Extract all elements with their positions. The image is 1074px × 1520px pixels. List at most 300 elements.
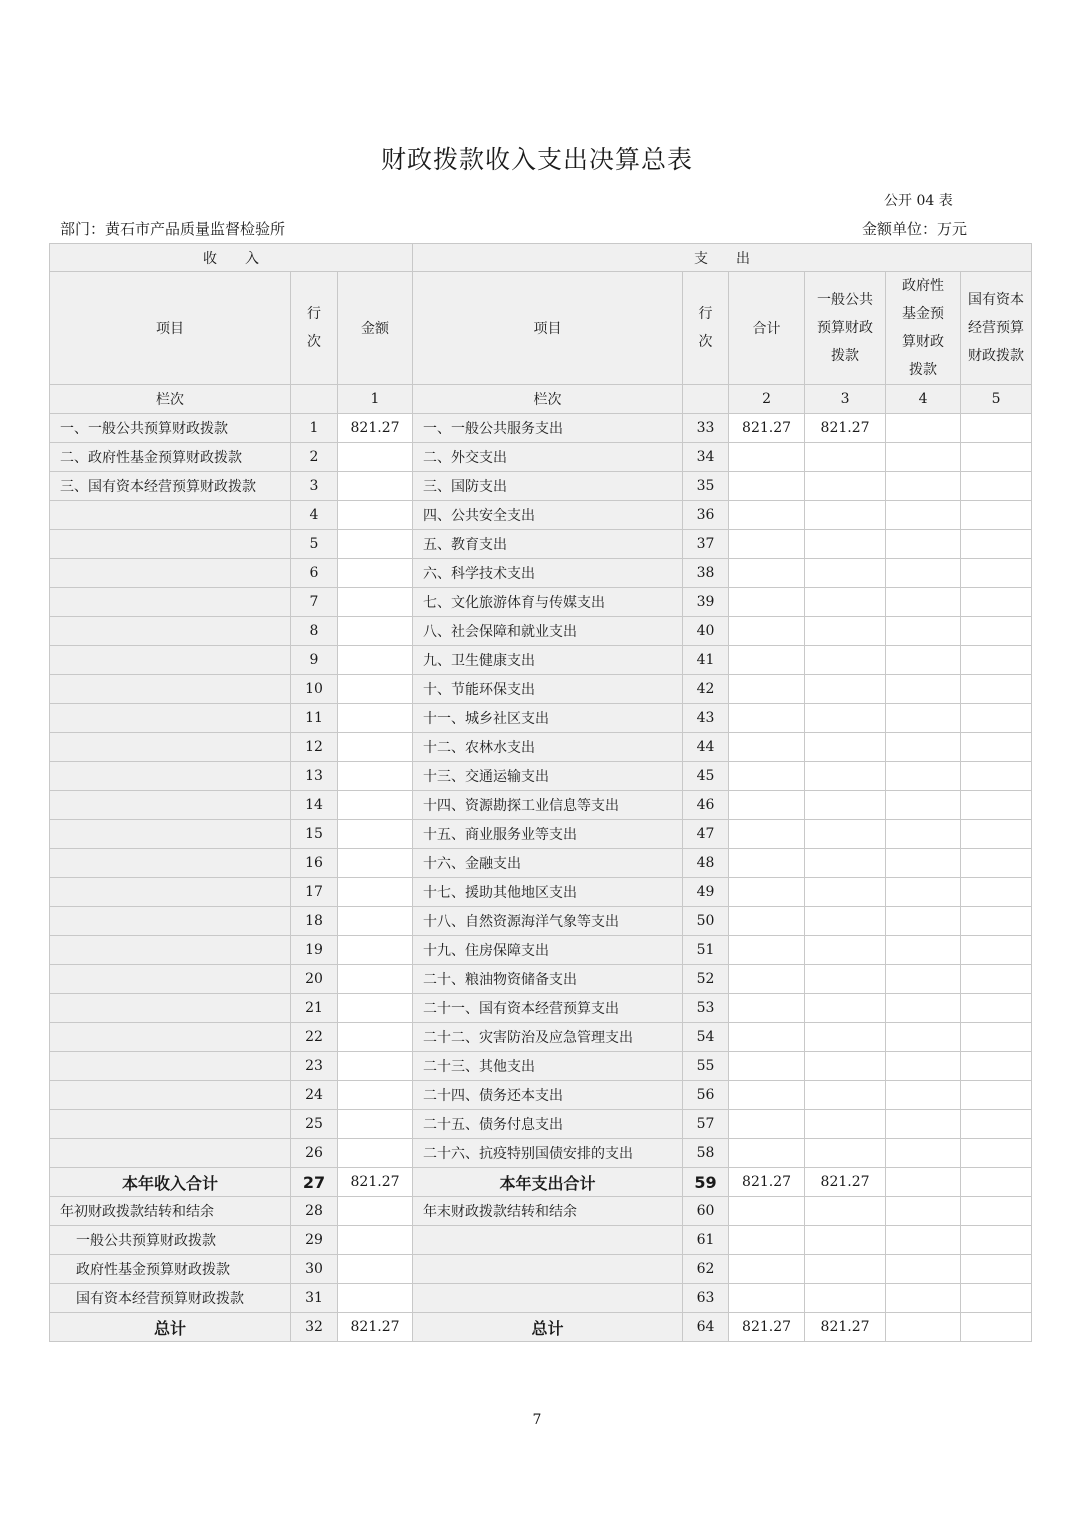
income-item (50, 820, 291, 849)
income-amount (338, 907, 413, 936)
total-header: 合计 (729, 272, 805, 385)
expense-total (729, 907, 805, 936)
expense-total (729, 443, 805, 472)
income-line-no: 30 (291, 1255, 338, 1284)
state-capital-value (961, 1139, 1032, 1168)
empty-cell (729, 1284, 805, 1313)
empty-cell (291, 385, 338, 414)
empty-cell (729, 1226, 805, 1255)
gov-fund-value (886, 675, 961, 704)
expense-item: 十九、住房保障支出 (413, 936, 683, 965)
general-budget-value (805, 936, 886, 965)
expense-total (729, 762, 805, 791)
general-budget-value (805, 472, 886, 501)
expense-total (729, 501, 805, 530)
column-no-label: 栏次 (413, 385, 683, 414)
table-row (50, 443, 1032, 472)
empty-cell (886, 1255, 961, 1284)
expense-total (729, 878, 805, 907)
gov-fund-value (886, 820, 961, 849)
income-line-no: 24 (291, 1081, 338, 1110)
expense-line-no: 64 (683, 1313, 729, 1342)
expense-item: 十七、援助其他地区支出 (413, 878, 683, 907)
income-line-no: 27 (291, 1168, 338, 1197)
state-capital-header: 国有资本经营预算财政拨款 (961, 272, 1032, 385)
expense-total (729, 1081, 805, 1110)
gov-fund-value (886, 849, 961, 878)
income-amount (338, 791, 413, 820)
form-code: 公开 04 表 (884, 193, 953, 209)
expense-line-no: 41 (683, 646, 729, 675)
income-line-no: 15 (291, 820, 338, 849)
table-row (50, 994, 1032, 1023)
expense-item: 一、一般公共服务支出 (413, 414, 683, 443)
expense-item: 二十三、其他支出 (413, 1052, 683, 1081)
carryover-income-item: 国有资本经营预算财政拨款 (50, 1284, 291, 1313)
gov-fund-value (886, 733, 961, 762)
empty-cell (805, 1284, 886, 1313)
general-budget-value (805, 1023, 886, 1052)
state-capital-value (961, 849, 1032, 878)
income-line-no: 18 (291, 907, 338, 936)
income-line-no: 3 (291, 472, 338, 501)
expense-item: 十四、资源勘探工业信息等支出 (413, 791, 683, 820)
income-item (50, 588, 291, 617)
state-capital-value (961, 733, 1032, 762)
gov-fund-value (886, 617, 961, 646)
expense-item: 二十四、债务还本支出 (413, 1081, 683, 1110)
grand-general-budget-total: 821.27 (805, 1313, 886, 1342)
carryover-income-item: 一般公共预算财政拨款 (50, 1226, 291, 1255)
state-capital-value (961, 588, 1032, 617)
carryover-income-item: 年初财政拨款结转和结余 (50, 1197, 291, 1226)
expense-total (729, 646, 805, 675)
expense-item: 九、卫生健康支出 (413, 646, 683, 675)
expense-line-no: 53 (683, 994, 729, 1023)
income-amount (338, 443, 413, 472)
general-budget-value (805, 965, 886, 994)
expense-item: 十八、自然资源海洋气象等支出 (413, 907, 683, 936)
page-title: 财政拨款收入支出决算总表 (380, 145, 693, 174)
gov-fund-value (886, 1139, 961, 1168)
gov-fund-value (886, 559, 961, 588)
carryover-expense-item (413, 1255, 683, 1284)
general-budget-value (805, 1052, 886, 1081)
state-capital-value (961, 704, 1032, 733)
expense-line-no: 45 (683, 762, 729, 791)
general-budget-value (805, 501, 886, 530)
expense-total (729, 675, 805, 704)
income-line-no: 32 (291, 1313, 338, 1342)
income-line-no: 20 (291, 965, 338, 994)
income-amount (338, 617, 413, 646)
income-item (50, 907, 291, 936)
expense-total (729, 559, 805, 588)
income-line-no: 21 (291, 994, 338, 1023)
expense-item: 二十二、灾害防治及应急管理支出 (413, 1023, 683, 1052)
gov-fund-value (886, 762, 961, 791)
unit-label: 金额单位：万元 (862, 220, 968, 238)
income-item (50, 791, 291, 820)
table-row (50, 936, 1032, 965)
empty-cell (886, 1284, 961, 1313)
expense-line-no: 43 (683, 704, 729, 733)
carryover-row (50, 1284, 1032, 1313)
income-item (50, 1023, 291, 1052)
income-item (50, 559, 291, 588)
empty-cell (961, 1168, 1032, 1197)
year-expense-total-label: 本年支出合计 (413, 1168, 683, 1197)
income-line-no: 6 (291, 559, 338, 588)
table-row (50, 1023, 1032, 1052)
expense-line-no: 57 (683, 1110, 729, 1139)
expense-item: 七、文化旅游体育与传媒支出 (413, 588, 683, 617)
expense-total (729, 472, 805, 501)
table-row (50, 733, 1032, 762)
year-expense-total: 821.27 (729, 1168, 805, 1197)
table-row (50, 559, 1032, 588)
income-line-no: 14 (291, 791, 338, 820)
income-item: 三、国有资本经营预算财政拨款 (50, 472, 291, 501)
income-item (50, 646, 291, 675)
expense-total (729, 530, 805, 559)
expense-item: 二十、粮油物资储备支出 (413, 965, 683, 994)
expense-line-no: 46 (683, 791, 729, 820)
income-line-no: 7 (291, 588, 338, 617)
income-item (50, 936, 291, 965)
general-budget-value (805, 1139, 886, 1168)
general-budget-value (805, 820, 886, 849)
general-budget-value (805, 878, 886, 907)
table-row (50, 675, 1032, 704)
income-item (50, 1081, 291, 1110)
table-row (50, 791, 1032, 820)
carryover-expense-item: 年末财政拨款结转和结余 (413, 1197, 683, 1226)
expense-line-no: 63 (683, 1284, 729, 1313)
col-2: 2 (729, 385, 805, 414)
expense-item-header: 项目 (413, 272, 683, 385)
gov-fund-value (886, 501, 961, 530)
gov-fund-value (886, 1023, 961, 1052)
income-amount (338, 965, 413, 994)
general-budget-value (805, 559, 886, 588)
income-amount (338, 762, 413, 791)
income-amount (338, 994, 413, 1023)
table-row (50, 849, 1032, 878)
empty-cell (886, 1313, 961, 1342)
carryover-income-item: 政府性基金预算财政拨款 (50, 1255, 291, 1284)
gov-fund-value (886, 443, 961, 472)
income-item (50, 1052, 291, 1081)
gov-fund-value (886, 907, 961, 936)
income-item: 一、一般公共预算财政拨款 (50, 414, 291, 443)
empty-cell (961, 1226, 1032, 1255)
income-line-no: 29 (291, 1226, 338, 1255)
state-capital-value (961, 617, 1032, 646)
table-row (50, 1052, 1032, 1081)
expense-item: 二十六、抗疫特别国债安排的支出 (413, 1139, 683, 1168)
income-amount (338, 733, 413, 762)
expense-line-no: 40 (683, 617, 729, 646)
expense-line-no: 62 (683, 1255, 729, 1284)
state-capital-value (961, 646, 1032, 675)
income-item (50, 994, 291, 1023)
expense-total (729, 704, 805, 733)
year-income-total-amount: 821.27 (338, 1168, 413, 1197)
state-capital-value (961, 907, 1032, 936)
gov-fund-value (886, 965, 961, 994)
income-item (50, 617, 291, 646)
state-capital-value (961, 1023, 1032, 1052)
income-line-no: 1 (291, 414, 338, 443)
gov-fund-value (886, 414, 961, 443)
general-budget-value (805, 646, 886, 675)
expense-total (729, 733, 805, 762)
expense-item: 十一、城乡社区支出 (413, 704, 683, 733)
state-capital-value (961, 414, 1032, 443)
expense-line-no: 47 (683, 820, 729, 849)
expense-total (729, 1052, 805, 1081)
expense-line-no: 58 (683, 1139, 729, 1168)
income-line-no: 25 (291, 1110, 338, 1139)
year-income-total-label: 本年收入合计 (50, 1168, 291, 1197)
income-line-no: 5 (291, 530, 338, 559)
expense-item: 三、国防支出 (413, 472, 683, 501)
expense-item: 八、社会保障和就业支出 (413, 617, 683, 646)
table-row (50, 762, 1032, 791)
income-amount (338, 936, 413, 965)
gov-fund-value (886, 878, 961, 907)
gov-fund-value (886, 472, 961, 501)
grand-income-total-amount: 821.27 (338, 1313, 413, 1342)
table-row (50, 414, 1032, 443)
income-line-no: 19 (291, 936, 338, 965)
expense-item: 十、节能环保支出 (413, 675, 683, 704)
expense-line-no: 49 (683, 878, 729, 907)
expense-line-no: 61 (683, 1226, 729, 1255)
gov-fund-header: 政府性基金预算财政拨款 (886, 272, 961, 385)
gov-fund-value (886, 646, 961, 675)
income-line-no: 17 (291, 878, 338, 907)
column-no-label: 栏次 (50, 385, 291, 414)
income-item (50, 878, 291, 907)
state-capital-value (961, 1052, 1032, 1081)
expense-line-no: 35 (683, 472, 729, 501)
general-budget-value (805, 733, 886, 762)
income-amount (338, 1052, 413, 1081)
general-budget-value (805, 1081, 886, 1110)
income-amount (338, 530, 413, 559)
income-item (50, 675, 291, 704)
table-row (50, 1139, 1032, 1168)
page-number: 7 (532, 1412, 542, 1428)
expense-item: 十五、商业服务业等支出 (413, 820, 683, 849)
gov-fund-value (886, 1052, 961, 1081)
income-line-no: 8 (291, 617, 338, 646)
gov-fund-value (886, 1110, 961, 1139)
year-total-row (50, 1168, 1032, 1197)
expense-total (729, 1139, 805, 1168)
state-capital-value (961, 443, 1032, 472)
expense-line-no: 36 (683, 501, 729, 530)
empty-cell (729, 1255, 805, 1284)
general-budget-value (805, 675, 886, 704)
state-capital-value (961, 1081, 1032, 1110)
income-line-header: 行次 (291, 272, 338, 385)
expense-line-no: 37 (683, 530, 729, 559)
empty-cell (338, 1284, 413, 1313)
empty-cell (683, 385, 729, 414)
carryover-expense-item (413, 1226, 683, 1255)
income-item (50, 965, 291, 994)
general-budget-value (805, 530, 886, 559)
income-amount (338, 646, 413, 675)
carryover-row (50, 1255, 1032, 1284)
expense-item: 二十五、债务付息支出 (413, 1110, 683, 1139)
gov-fund-value (886, 994, 961, 1023)
expense-line-no: 50 (683, 907, 729, 936)
income-amount (338, 849, 413, 878)
state-capital-value (961, 994, 1032, 1023)
empty-cell (961, 1255, 1032, 1284)
income-line-no: 31 (291, 1284, 338, 1313)
gov-fund-value (886, 936, 961, 965)
table-row (50, 530, 1032, 559)
state-capital-value (961, 965, 1032, 994)
income-line-no: 4 (291, 501, 338, 530)
year-general-budget-total: 821.27 (805, 1168, 886, 1197)
empty-cell (805, 1226, 886, 1255)
general-budget-value (805, 1110, 886, 1139)
general-budget-value (805, 994, 886, 1023)
income-line-no: 11 (291, 704, 338, 733)
table-row (50, 704, 1032, 733)
expense-line-no: 52 (683, 965, 729, 994)
state-capital-value (961, 820, 1032, 849)
expense-total: 821.27 (729, 414, 805, 443)
income-line-no: 22 (291, 1023, 338, 1052)
empty-cell (338, 1226, 413, 1255)
income-line-no: 28 (291, 1197, 338, 1226)
expense-line-no: 56 (683, 1081, 729, 1110)
department-label: 部门：黄石市产品质量监督检验所 (60, 220, 286, 238)
expense-item: 五、教育支出 (413, 530, 683, 559)
expense-item: 二、外交支出 (413, 443, 683, 472)
income-item (50, 501, 291, 530)
empty-cell (805, 1255, 886, 1284)
budget-table (49, 243, 1032, 1342)
income-item (50, 1139, 291, 1168)
table-row (50, 878, 1032, 907)
state-capital-value (961, 501, 1032, 530)
expense-section-header: 支 出 (413, 244, 1032, 272)
state-capital-value (961, 878, 1032, 907)
income-item (50, 733, 291, 762)
expense-total (729, 820, 805, 849)
income-amount (338, 1139, 413, 1168)
gov-fund-value (886, 704, 961, 733)
state-capital-value (961, 675, 1032, 704)
expense-total (729, 994, 805, 1023)
income-line-no: 9 (291, 646, 338, 675)
table-row (50, 501, 1032, 530)
carryover-row (50, 1197, 1032, 1226)
income-item (50, 1110, 291, 1139)
carryover-row (50, 1226, 1032, 1255)
col-3: 3 (805, 385, 886, 414)
general-budget-value (805, 443, 886, 472)
income-amount (338, 472, 413, 501)
general-budget-value (805, 849, 886, 878)
income-line-no: 16 (291, 849, 338, 878)
expense-line-header: 行次 (683, 272, 729, 385)
income-amount (338, 1023, 413, 1052)
expense-total (729, 965, 805, 994)
expense-total (729, 1110, 805, 1139)
empty-cell (961, 1313, 1032, 1342)
empty-cell (886, 1197, 961, 1226)
income-amount (338, 1081, 413, 1110)
expense-line-no: 38 (683, 559, 729, 588)
table-row (50, 907, 1032, 936)
table-row (50, 1110, 1032, 1139)
expense-line-no: 59 (683, 1168, 729, 1197)
table-row (50, 646, 1032, 675)
general-budget-value (805, 588, 886, 617)
expense-total (729, 936, 805, 965)
expense-line-no: 39 (683, 588, 729, 617)
income-item-header: 项目 (50, 272, 291, 385)
expense-line-no: 51 (683, 936, 729, 965)
income-amount (338, 704, 413, 733)
income-amount: 821.27 (338, 414, 413, 443)
grand-total-row (50, 1313, 1032, 1342)
income-line-no: 12 (291, 733, 338, 762)
state-capital-value (961, 1110, 1032, 1139)
general-budget-value: 821.27 (805, 414, 886, 443)
income-item: 二、政府性基金预算财政拨款 (50, 443, 291, 472)
expense-item: 六、科学技术支出 (413, 559, 683, 588)
state-capital-value (961, 530, 1032, 559)
general-budget-value (805, 704, 886, 733)
income-line-no: 2 (291, 443, 338, 472)
empty-cell (886, 1226, 961, 1255)
expense-line-no: 33 (683, 414, 729, 443)
grand-expense-total-label: 总计 (413, 1313, 683, 1342)
income-item (50, 762, 291, 791)
gov-fund-value (886, 791, 961, 820)
state-capital-value (961, 472, 1032, 501)
expense-line-no: 48 (683, 849, 729, 878)
col-1: 1 (338, 385, 413, 414)
empty-cell (961, 1197, 1032, 1226)
income-amount (338, 501, 413, 530)
gov-fund-value (886, 1081, 961, 1110)
table-row (50, 965, 1032, 994)
income-item (50, 849, 291, 878)
amount-header: 金额 (338, 272, 413, 385)
gov-fund-value (886, 588, 961, 617)
general-budget-header: 一般公共预算财政拨款 (805, 272, 886, 385)
income-amount (338, 559, 413, 588)
expense-line-no: 60 (683, 1197, 729, 1226)
expense-total (729, 849, 805, 878)
expense-line-no: 54 (683, 1023, 729, 1052)
expense-total (729, 617, 805, 646)
empty-cell (961, 1284, 1032, 1313)
income-amount (338, 878, 413, 907)
general-budget-value (805, 907, 886, 936)
